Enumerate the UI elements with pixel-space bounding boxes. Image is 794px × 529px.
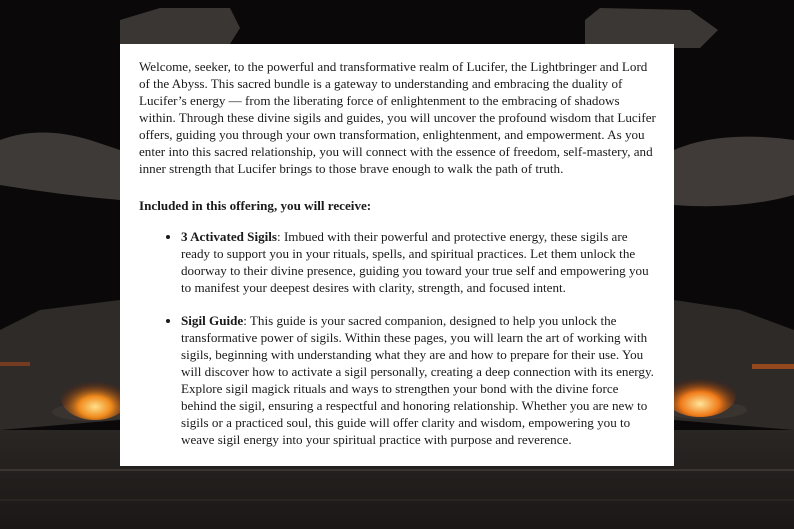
included-heading: Included in this offering, you will receive: <box>139 198 372 213</box>
item-text: : Imbued with their powerful and protective energy, these sigils are ready to support you in your rituals, spells, and spiritual practices. Let them unlock the doorway to their divine presence, guiding you toward your true self and empowering you to manifest your deepest desires with clarity, strength, and focused intent. <box>181 229 649 295</box>
description-document <box>120 44 674 466</box>
intro-paragraph: Welcome, seeker, to the powerful and transformative realm of Lucifer, the Lightbringer and Lord of the Abyss. This sacred bundle is a gateway to understanding and embracing the duality of Lucifer’s energy — from the liberating force of enlightenment to the embracing of shadows within. Through these divine sigils and guides, you will uncover the profound wisdom that Lucifer offers, guiding you through your own transformation, enlightenment, and empowerment. As you enter into this sacred relationship, you will connect with the essence of freedom, self-mastery, and inner strength that Lucifer brings to those brave enough to walk the path of truth. <box>139 59 656 176</box>
list-item-activated-sigils <box>181 228 656 296</box>
item-text: : This guide is your sacred companion, designed to help you unlock the transformative power of sigils. Within these pages, you will learn the art of working with sigils, beginning with understanding what they are and how to prepare for their use. You will discover how to activate a sigil personally, creating a deep connection with its energy. Explore sigil magick rituals and ways to strengthen your bond with the divine force behind the sigil, ensuring a respectful and honoring relationship. Whether you are new to sigils or a practiced soul, this guide will offer clarity and wisdom, empowering you to weave sigil energy into your spiritual practice with purpose and reverence. <box>181 313 654 447</box>
list-item-sigil-guide <box>181 312 656 448</box>
offering-list <box>139 228 656 448</box>
item-title: 3 Activated Sigils <box>181 229 278 244</box>
item-title: Sigil Guide <box>181 313 244 328</box>
